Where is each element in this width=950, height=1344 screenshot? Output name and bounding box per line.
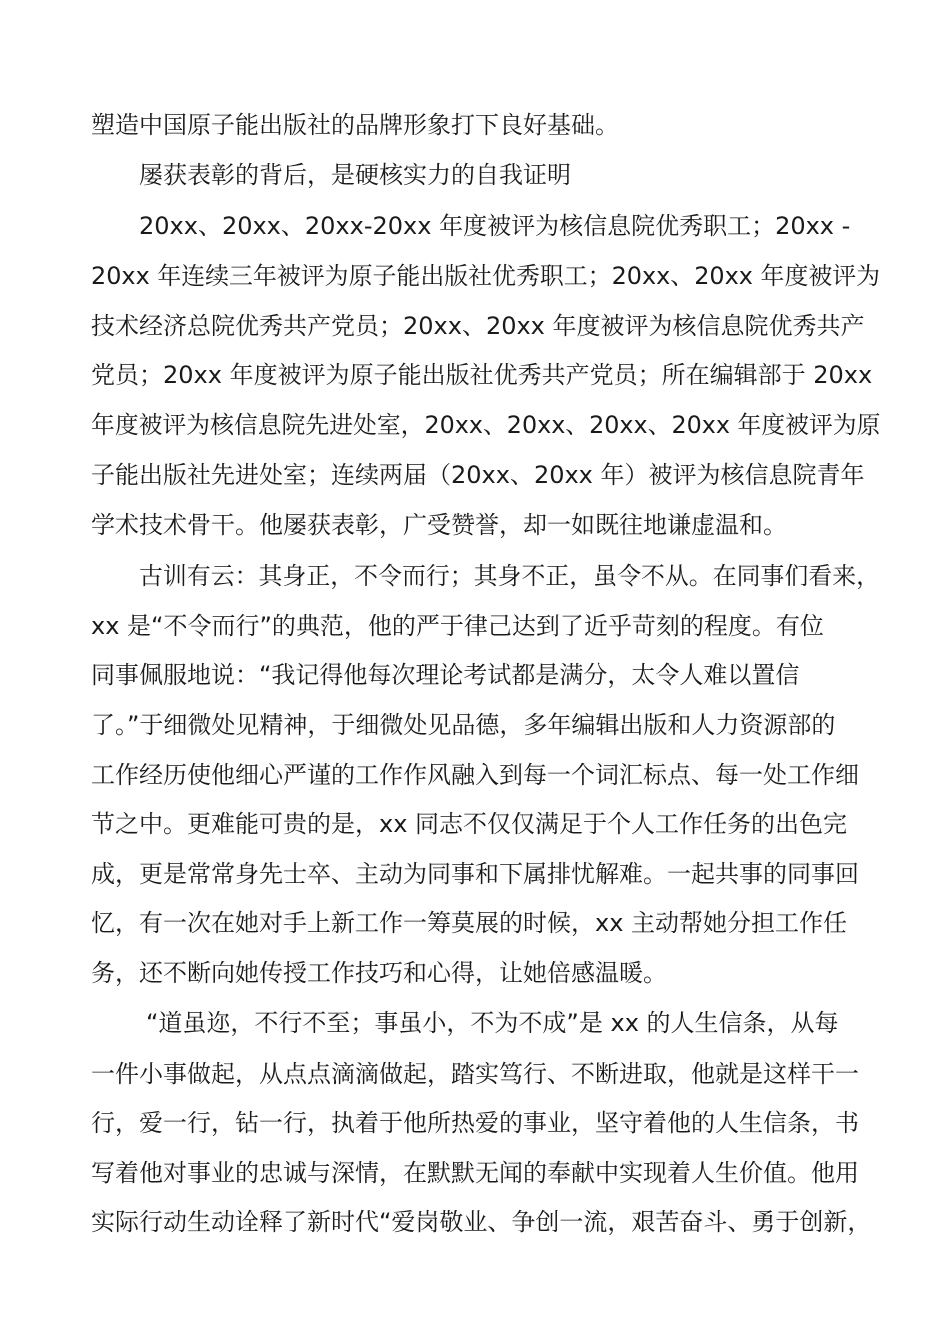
text-line: 成，更是常常身先士卒、主动为同事和下属排忧解难。一起共事的同事回 xyxy=(91,860,859,888)
text-line: 节之中。更难能可贵的是，xx 同志不仅仅满足于个人工作任务的出色完 xyxy=(91,810,848,838)
text-line: 古训有云：其身正，不令而行；其身不正，虽令不从。在同事们看来， xyxy=(139,562,881,590)
text-line: 20xx、20xx、20xx-20xx 年度被评为核信息院优秀职工；20xx - xyxy=(139,212,851,240)
text-line: “道虽迩，不行不至；事虽小，不为不成”是 xx 的人生信条，从每 xyxy=(146,1009,839,1037)
text-line: xx 是“不令而行”的典范，他的严于律己达到了近乎苛刻的程度。有位 xyxy=(91,612,824,640)
text-line: 务，还不断向她传授工作技巧和心得，让她倍感温暖。 xyxy=(91,959,667,987)
text-line: 年度被评为核信息院先进处室，20xx、20xx、20xx、20xx 年度被评为原 xyxy=(91,411,881,439)
text-line: 写着他对事业的忠诚与深情，在默默无闻的奉献中实现着人生价值。他用 xyxy=(91,1159,859,1187)
text-line: 20xx 年连续三年被评为原子能出版社优秀职工；20xx、20xx 年度被评为 xyxy=(91,262,881,290)
text-line: 行，爱一行，钻一行，执着于他所热爱的事业，坚守着他的人生信条，书 xyxy=(91,1109,859,1137)
text-line: 子能出版社先进处室；连续两届（20xx、20xx 年）被评为核信息院青年 xyxy=(91,461,865,489)
text-line: 了。”于细微处见精神，于细微处见品德，多年编辑出版和人力资源部的 xyxy=(91,711,836,739)
text-line: 技术经济总院优秀共产党员；20xx、20xx 年度被评为核信息院优秀共产 xyxy=(91,312,865,340)
text-line: 一件小事做起，从点点滴滴做起，踏实笃行、不断进取，他就是这样干一 xyxy=(91,1060,859,1088)
text-line: 忆，有一次在她对手上新工作一筹莫展的时候，xx 主动帮她分担工作任 xyxy=(91,909,848,937)
text-line: 同事佩服地说：“我记得他每次理论考试都是满分，太令人难以置信 xyxy=(91,661,800,689)
section-heading: 屡获表彰的背后，是硬核实力的自我证明 xyxy=(139,161,571,189)
text-line: 学术技术骨干。他屡获表彰，广受赞誉，却一如既往地谦虚温和。 xyxy=(91,511,787,539)
text-line: 塑造中国原子能出版社的品牌形象打下良好基础。 xyxy=(91,111,619,139)
text-line: 工作经历使他细心严谨的工作作风融入到每一个词汇标点、每一处工作细 xyxy=(91,761,859,789)
text-line: 实际行动生动诠释了新时代“爱岗敬业、争创一流，艰苦奋斗、勇于创新， xyxy=(91,1208,872,1236)
text-line: 党员；20xx 年度被评为原子能出版社优秀共产党员；所在编辑部于 20xx xyxy=(91,361,873,389)
